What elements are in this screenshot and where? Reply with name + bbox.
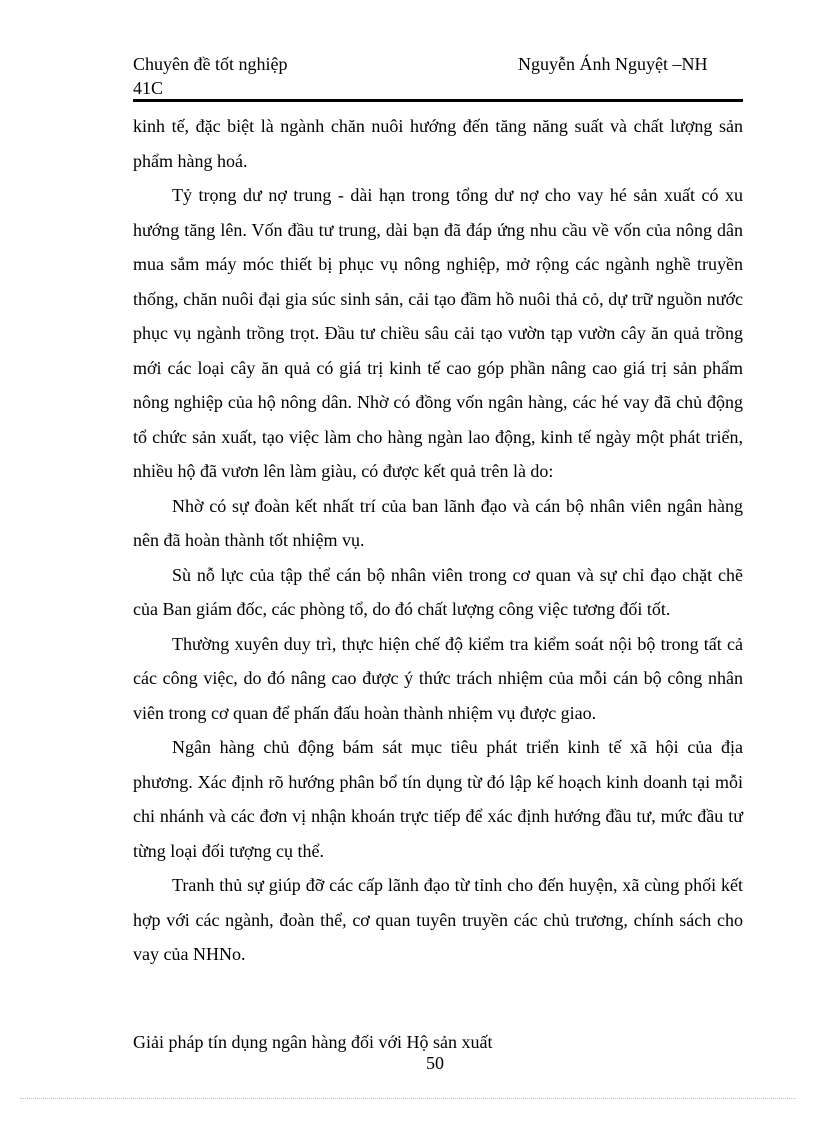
body-text (133, 109, 743, 972)
header-document-type: Chuyên đề tốt nghiệp (133, 54, 288, 74)
paragraph-3: Nhờ có sự đoàn kết nhất trí của ban lãnh đạo và cán bộ nhân viên ngân hàng nên đã hoàn thành tốt nhiệm vụ. (133, 495, 743, 550)
page-number: 50 (426, 1053, 444, 1073)
page-header (133, 52, 743, 102)
paragraph-5: Thường xuyên duy trì, thực hiện chế độ kiểm tra kiểm soát nội bộ trong tất cả các công việc, do đó nâng cao được ý thức trách nhiệm của mỗi cán bộ công nhân viên trong cơ quan để phấn đấu hoàn thành nhiệm vụ được giao. (133, 633, 743, 723)
paragraph-4: Sù nỗ lực của tập thể cán bộ nhân viên trong cơ quan và sự chỉ đạo chặt chẽ của Ban giám đốc, các phòng tổ, do đó chất lượng công việc tương đối tốt. (133, 564, 743, 619)
paragraph-2: Tỷ trọng dư nợ trung - dài hạn trong tổng dư nợ cho vay hé sản xuất có xu hướng tăng lên. Vốn đầu tư trung, dài bạn đã đáp ứng nhu cầu về vốn của nông dân mua sắm máy móc thiết bị phục vụ nông nghiệp, mở rộng các ngành nghề truyền thống, chăn nuôi đại gia súc sinh sản, cải tạo đầm hồ nuôi thả cỏ, dự trữ nguồn nước phục vụ ngành trồng trọt. Đầu tư chiều sâu cải tạo vườn tạp vườn cây ăn quả trồng mới các loại cây ăn quả có giá trị kinh tế cao góp phần nâng cao giá trị sản phẩm nông nghiệp của hộ nông dân. Nhờ có đồng vốn ngân hàng, các hé vay đã chủ động tổ chức sản xuất, tạo việc làm cho hàng ngàn lao động, kinh tế ngày một phát triển, nhiều hộ đã vươn lên làm giàu, có được kết quả trên là do: (133, 185, 743, 481)
page-bottom-divider (20, 1098, 796, 1099)
header-author: Nguyễn Ánh Nguyệt –NH (518, 54, 708, 74)
footer-title: Giải pháp tín dụng ngân hàng đối với Hộ sản xuất (133, 1032, 493, 1052)
header-class-code: 41C (133, 78, 164, 98)
paragraph-6: Ngân hàng chủ động bám sát mục tiêu phát triển kinh tế xã hội của địa phương. Xác định rõ hướng phân bổ tín dụng từ đó lập kế hoạch kinh doanh tại mỗi chi nhánh và các đơn vị nhận khoán trực tiếp để xác định hướng đầu tư, mức đầu tư từng loại đối tượng cụ thể. (133, 737, 743, 861)
paragraph-1: kinh tế, đặc biệt là ngành chăn nuôi hướng đến tăng năng suất và chất lượng sản phẩm hàng hoá. (133, 116, 743, 171)
paragraph-7: Tranh thủ sự giúp đỡ các cấp lãnh đạo từ tỉnh cho đến huyện, xã cùng phối kết hợp với các ngành, đoàn thể, cơ quan tuyên truyền các chủ trương, chính sách cho vay của NHNo. (133, 875, 743, 964)
